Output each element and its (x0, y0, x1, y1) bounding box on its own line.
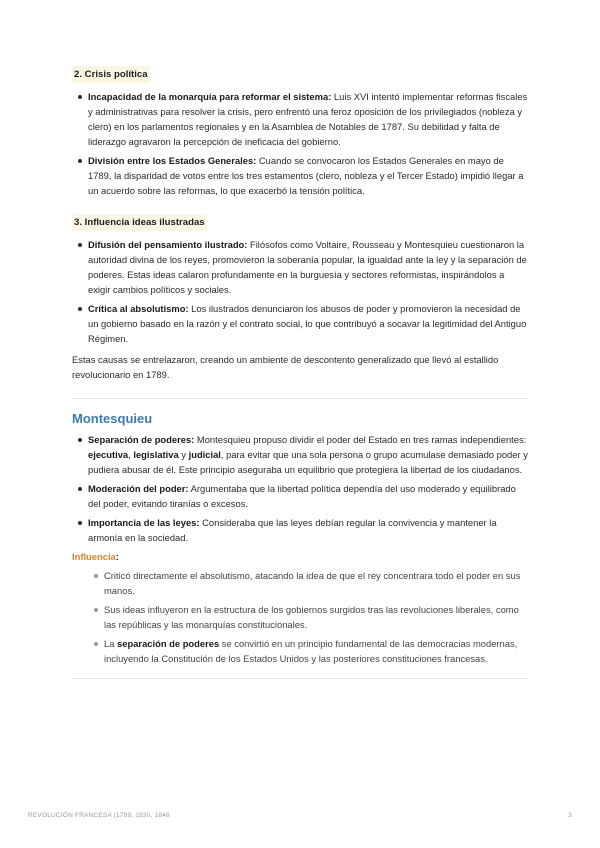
list-item (72, 237, 528, 297)
list-item: Sus ideas influyeron en la estructura de los gobiernos surgidos tras las revoluciones liberales, como las repúblicas y las monarquías constitucionales. (72, 602, 528, 632)
list-item (72, 515, 528, 545)
item-text: Los ilustrados denunciaron los abusos de poder y promovieron la necesidad de un gobierno basado en la razón y el contrato social, lo que contribuyó a socavar la legitimidad del Antiguo Régimen. (88, 303, 527, 344)
item-text: Luis XVI intentó implementar reformas fiscales y administrativas para resolver la crisis, pero enfrentó una feroz oposición de los privilegiados (nobleza y clero) en los parlamentos regionales y en la Asamblea de Notables de 1787. Su debilidad y falta de liderazgo agravaron la percepción de ineficacia del gobierno. (88, 91, 528, 147)
item-text: se convirtió en un principio fundamental de las democracias modernas, incluyendo la Constitución de los Estados Unidos y las posteriores constituciones francesas. (104, 638, 518, 664)
item-text: Filósofos como Voltaire, Rousseau y Montesquieu cuestionaron la autoridad divina de los reyes, promovieron la soberanía popular, la igualdad ante la ley y la separación de poderes. Estas ideas calaron profundamente en la burguesía y sectores reformistas, inspirándolos a exigir cambios políticos y sociales. (88, 239, 527, 295)
item-text: Argumentaba que la libertad política dependía del uso moderado y equilibrado del poder, evitando tiranías o excesos. (88, 483, 516, 509)
item-term: Incapacidad de la monarquía para reformar el sistema: (88, 91, 332, 102)
item-term: Crítica al absolutismo: (88, 303, 189, 314)
list-item (72, 481, 528, 511)
page-number: 3 (568, 812, 572, 819)
footer-title: REVOLUCIÓN FRANCESA (1789, 1830, 1848 (28, 812, 170, 819)
section-influencia-ideas (72, 214, 528, 382)
list-item (72, 153, 528, 198)
emphasis: judicial (188, 449, 221, 460)
bullet-list (72, 237, 528, 346)
item-text: La (104, 638, 118, 649)
list-item (72, 301, 528, 346)
item-term: División entre los Estados Generales: (88, 155, 257, 166)
list-item (72, 89, 528, 149)
item-term: Separación de poderes: (88, 434, 195, 445)
influence-label (72, 549, 528, 564)
item-text: , (128, 449, 134, 460)
item-text: Cuando se convocaron los Estados Generales en mayo de 1789, la disparidad de votos entre los tres estamentos (clero, nobleza y el Tercer Estado) impidió llegar a un acuerdo sobre las reformas, lo que exacerbó la tensión política. (88, 155, 524, 196)
bullet-list (72, 89, 528, 198)
section-heading: 3. Influencia ideas ilustradas (72, 214, 207, 231)
conclusion-paragraph: Estas causas se entrelazaron, creando un ambiente de descontento generalizado que llevó al estallido revolucionario en 1789. (72, 354, 499, 380)
item-text: , para evitar que una sola persona o grupo acumulase demasiado poder y pudiera abusar de él. Este principio aseguraba un equilibrio que protegiera la libertad de los ciudadanos. (88, 449, 528, 475)
section-divider (72, 678, 528, 679)
section-title: Montesquieu (72, 411, 153, 426)
item-term: Difusión del pensamiento ilustrado: (88, 239, 248, 250)
item-term: Importancia de las leyes: (88, 517, 200, 528)
page-footer (28, 812, 572, 819)
item-text: y (178, 449, 189, 460)
bullet-list (72, 432, 528, 545)
emphasis: separación de poderes (117, 638, 220, 649)
list-item: Criticó directamente el absolutismo, atacando la idea de que el rey concentrara todo el poder en sus manos. (72, 568, 528, 598)
emphasis: ejecutiva (88, 449, 129, 460)
section-heading: 2. Crisis política (72, 66, 150, 83)
influence-list (72, 568, 528, 666)
list-item (72, 432, 528, 477)
page-content (72, 66, 528, 691)
item-term: Moderación del poder: (88, 483, 189, 494)
influence-label-colon: : (115, 551, 119, 562)
section-divider (72, 398, 528, 399)
item-text: Montesquieu propuso dividir el poder del Estado en tres ramas independientes: (194, 434, 527, 445)
emphasis: legislativa (133, 449, 179, 460)
influence-label-text: Influencia (72, 551, 116, 562)
item-text: Consideraba que las leyes debían regular la convivencia y mantener la armonía en la sociedad. (88, 517, 497, 543)
section-crisis-politica (72, 66, 528, 198)
list-item (72, 636, 528, 666)
section-montesquieu (72, 411, 528, 666)
